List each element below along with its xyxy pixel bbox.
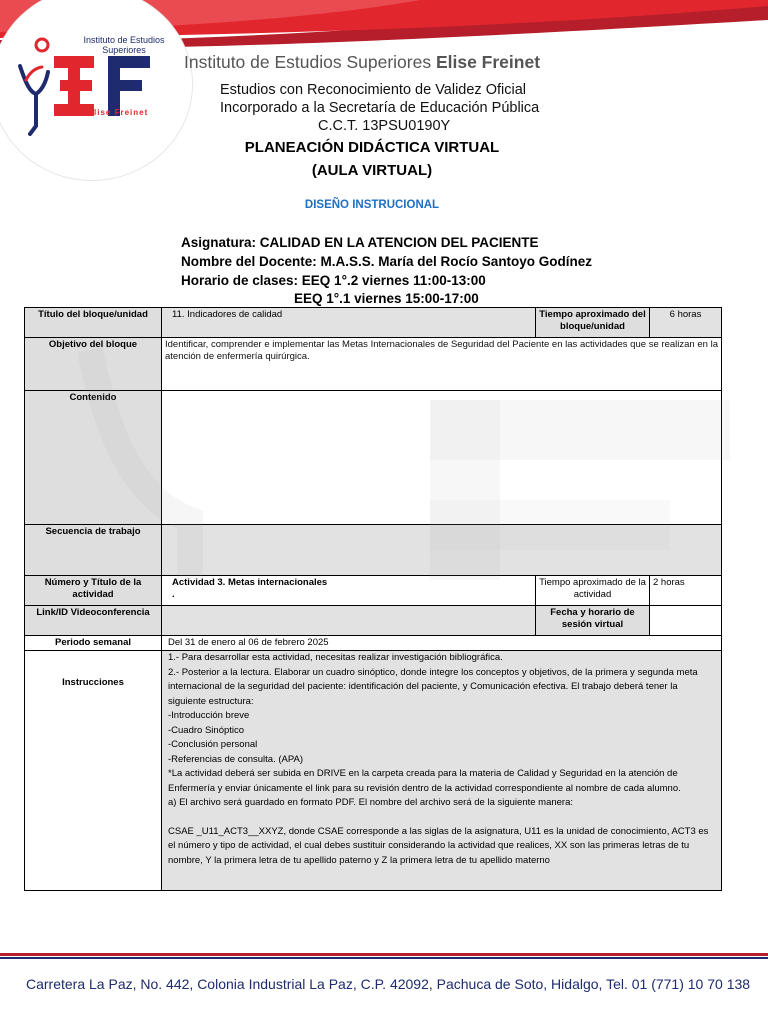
activity-time-value: 2 horas bbox=[650, 576, 722, 606]
document-subtitle: (AULA VIRTUAL) bbox=[311, 162, 433, 179]
instruction-item: a) El archivo será guardado en formato PDF. El nombre del archivo será de la siguiente manera: bbox=[168, 797, 574, 808]
sequence-value bbox=[162, 525, 722, 576]
activity-time-label: Tiempo aproximado de la actividad bbox=[536, 576, 650, 606]
instruction-item: -Referencias de consulta. (APA) bbox=[168, 753, 303, 765]
subject-line: Asignatura: CALIDAD EN LA ATENCION DEL PACIENTE bbox=[181, 235, 539, 250]
instructions-label: Instrucciones bbox=[25, 651, 162, 891]
instruction-item: -Introducción breve bbox=[168, 710, 250, 721]
videoconference-value bbox=[162, 606, 536, 636]
institution-name: Elise Freinet bbox=[435, 52, 541, 72]
document-title: PLANEACIÓN DIDÁCTICA VIRTUAL bbox=[244, 139, 500, 156]
teacher-line: Nombre del Docente: M.A.S.S. María del Rocío Santoyo Godínez bbox=[181, 254, 593, 269]
section-heading: DISEÑO INSTRUCIONAL bbox=[304, 199, 440, 211]
schedule-line-2: EEQ 1°.1 viernes 15:00-17:00 bbox=[294, 291, 479, 306]
institution-title bbox=[184, 52, 540, 73]
table-row bbox=[25, 651, 722, 891]
instruction-spacer bbox=[168, 811, 713, 825]
sequence-label: Secuencia de trabajo bbox=[25, 525, 162, 576]
block-title-value: 11. Indicadores de calidad bbox=[162, 308, 536, 338]
footer-rule-navy bbox=[0, 957, 768, 959]
schedule-line-1: Horario de clases: EEQ 1°.2 viernes 11:00-13:00 bbox=[181, 273, 486, 288]
footer-rule-red bbox=[0, 953, 768, 956]
cct-line: C.C.T. 13PSU0190Y bbox=[318, 118, 451, 134]
block-title-label: Título del bloque/unidad bbox=[25, 308, 162, 338]
objective-value: Identificar, comprender e implementar las Metas Internacionales de Seguridad del Paciente en las actividades que se realizan en la atención de enfermería quirúrgica. bbox=[162, 338, 722, 391]
content-label: Contenido bbox=[25, 391, 162, 525]
instruction-item: CSAE _U11_ACT3__XXYZ, donde CSAE corresponde a las siglas de la asignatura, U11 es la unidad de conocimiento, ACT3 es el número y tipo de actividad, el cual debes sustituir considerando la actividad que realices, XX son las primeras letras de tu nombre, Y la primera letra de tu apellido paterno y Z la primera letra de tu apellido materno bbox=[168, 825, 709, 866]
table-row bbox=[25, 308, 722, 338]
institution-prefix: Instituto de Estudios Superiores bbox=[184, 52, 436, 72]
incorporation-line: Incorporado a la Secretaría de Educación Pública bbox=[220, 100, 540, 116]
instruction-item: -Cuadro Sinóptico bbox=[168, 724, 245, 736]
instructions-value bbox=[162, 651, 722, 891]
session-label: Fecha y horario de sesión virtual bbox=[536, 606, 650, 636]
instruction-item: 2.- Posterior a la lectura. Elaborar un cuadro sinóptico, donde integre los conceptos y objetivos, de la primera y segunda meta internacional de la seguridad del paciente: identificación del paciente, y Comunicación efectiva. El trabajo deberá tener la siguiente estructura: bbox=[168, 666, 698, 707]
period-value: Del 31 de enero al 06 de febrero 2025 bbox=[162, 636, 722, 651]
block-time-value: 6 horas bbox=[650, 308, 722, 338]
table-row bbox=[25, 391, 722, 525]
table-row bbox=[25, 636, 722, 651]
objective-label: Objetivo del bloque bbox=[25, 338, 162, 391]
validity-line: Estudios con Reconocimiento de Validez Oficial bbox=[220, 82, 527, 98]
activity-value bbox=[162, 576, 536, 606]
logo-institution-text: Instituto de Estudios Superiores bbox=[83, 35, 165, 55]
table-row bbox=[25, 606, 722, 636]
session-value bbox=[650, 606, 722, 636]
instruction-item: -Conclusión personal bbox=[168, 739, 258, 750]
table-row bbox=[25, 576, 722, 606]
instruction-item: *La actividad deberá ser subida en DRIVE en la carpeta creada para la materia de Calidad y Seguridad en la atención de Enfermería y enviar únicamente el link para su revisión dentro de la actividad correspondiente al nombre de cada alumno. bbox=[168, 768, 681, 794]
instruction-item: 1.- Para desarrollar esta actividad, necesitas realizar investigación bibliográfica. bbox=[168, 652, 503, 663]
videoconference-label: Link/ID Videoconferencia bbox=[25, 606, 162, 636]
table-row bbox=[25, 525, 722, 576]
activity-title: Actividad 3. Metas internacionales bbox=[172, 577, 328, 588]
activity-title-cont: . bbox=[172, 589, 175, 600]
table-row bbox=[25, 338, 722, 391]
planning-table bbox=[24, 307, 722, 891]
content-value bbox=[162, 391, 722, 525]
logo-name-text: Elise Freinet bbox=[87, 108, 149, 117]
block-time-label: Tiempo aproximado del bloque/unidad bbox=[536, 308, 650, 338]
activity-label: Número y Título de la actividad bbox=[25, 576, 162, 606]
footer-address: Carretera La Paz, No. 442, Colonia Industrial La Paz, C.P. 42092, Pachuca de Soto, Hidalgo, Tel. 01 (771) 10 70 138 bbox=[26, 976, 751, 992]
period-label: Periodo semanal bbox=[25, 636, 162, 651]
